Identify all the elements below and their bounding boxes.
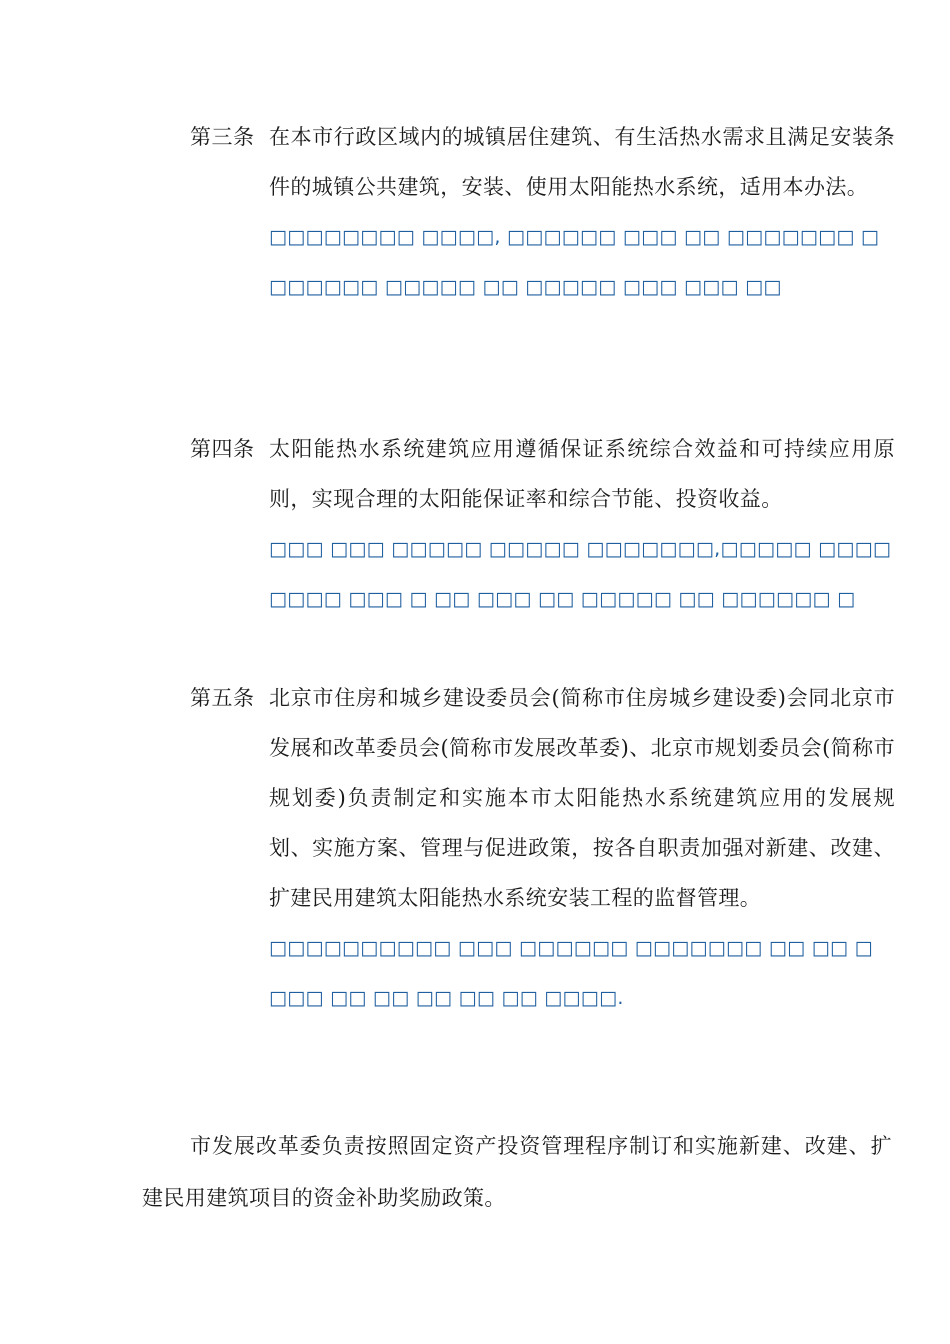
article-translation: □□□ □□□ □□□□□ □□□□□ □□□□□□□,□□□□□ □□□□□□□□ □□□ □ □□ □□□ □□ □□□□□ □□ □□□□□□ □ (269, 538, 892, 610)
article-number: 第五条 (190, 686, 255, 710)
article-text: 在本市行政区域内的城镇居住建筑、有生活热水需求且满足安装条件的城镇公共建筑，安装、使用太阳能热水系统，适用本办法。 (269, 125, 895, 199)
closing-paragraph: 市发展改革委负责按照固定资产投资管理程序制订和实施新建、改建、扩建民用建筑项目的资金补助奖励政策。 (142, 1134, 892, 1210)
article-5 (190, 673, 895, 1023)
article-4 (190, 424, 895, 624)
article-translation: □□□□□□□□ □□□□, □□□□□□ □□□ □□ □□□□□□□ □ □□□□□□ □□□□□ □□ □□□□□ □□□ □□□ □□ (269, 226, 880, 298)
article-number: 第三条 (190, 125, 255, 149)
article-translation: □□□□□□□□□□ □□□ □□□□□□ □□□□□□□ □□ □□ □ □□□ □□ □□ □□ □□ □□ □□□□. (269, 937, 873, 1009)
article-text: 北京市住房和城乡建设委员会(简称市住房城乡建设委)会同北京市发展和改革委员会(简称市发展改革委)、北京市规划委员会(简称市规划委)负责制定和实施本市太阳能热水系统建筑应用的发展规划、实施方案、管理与促进政策，按各自职责加强对新建、改建、扩建民用建筑太阳能热水系统安装工程的监督管理。 (269, 686, 895, 910)
article-3 (190, 112, 895, 312)
article-text: 太阳能热水系统建筑应用遵循保证系统综合效益和可持续应用原则，实现合理的太阳能保证率和综合节能、投资收益。 (269, 437, 895, 511)
article-number: 第四条 (190, 437, 255, 461)
